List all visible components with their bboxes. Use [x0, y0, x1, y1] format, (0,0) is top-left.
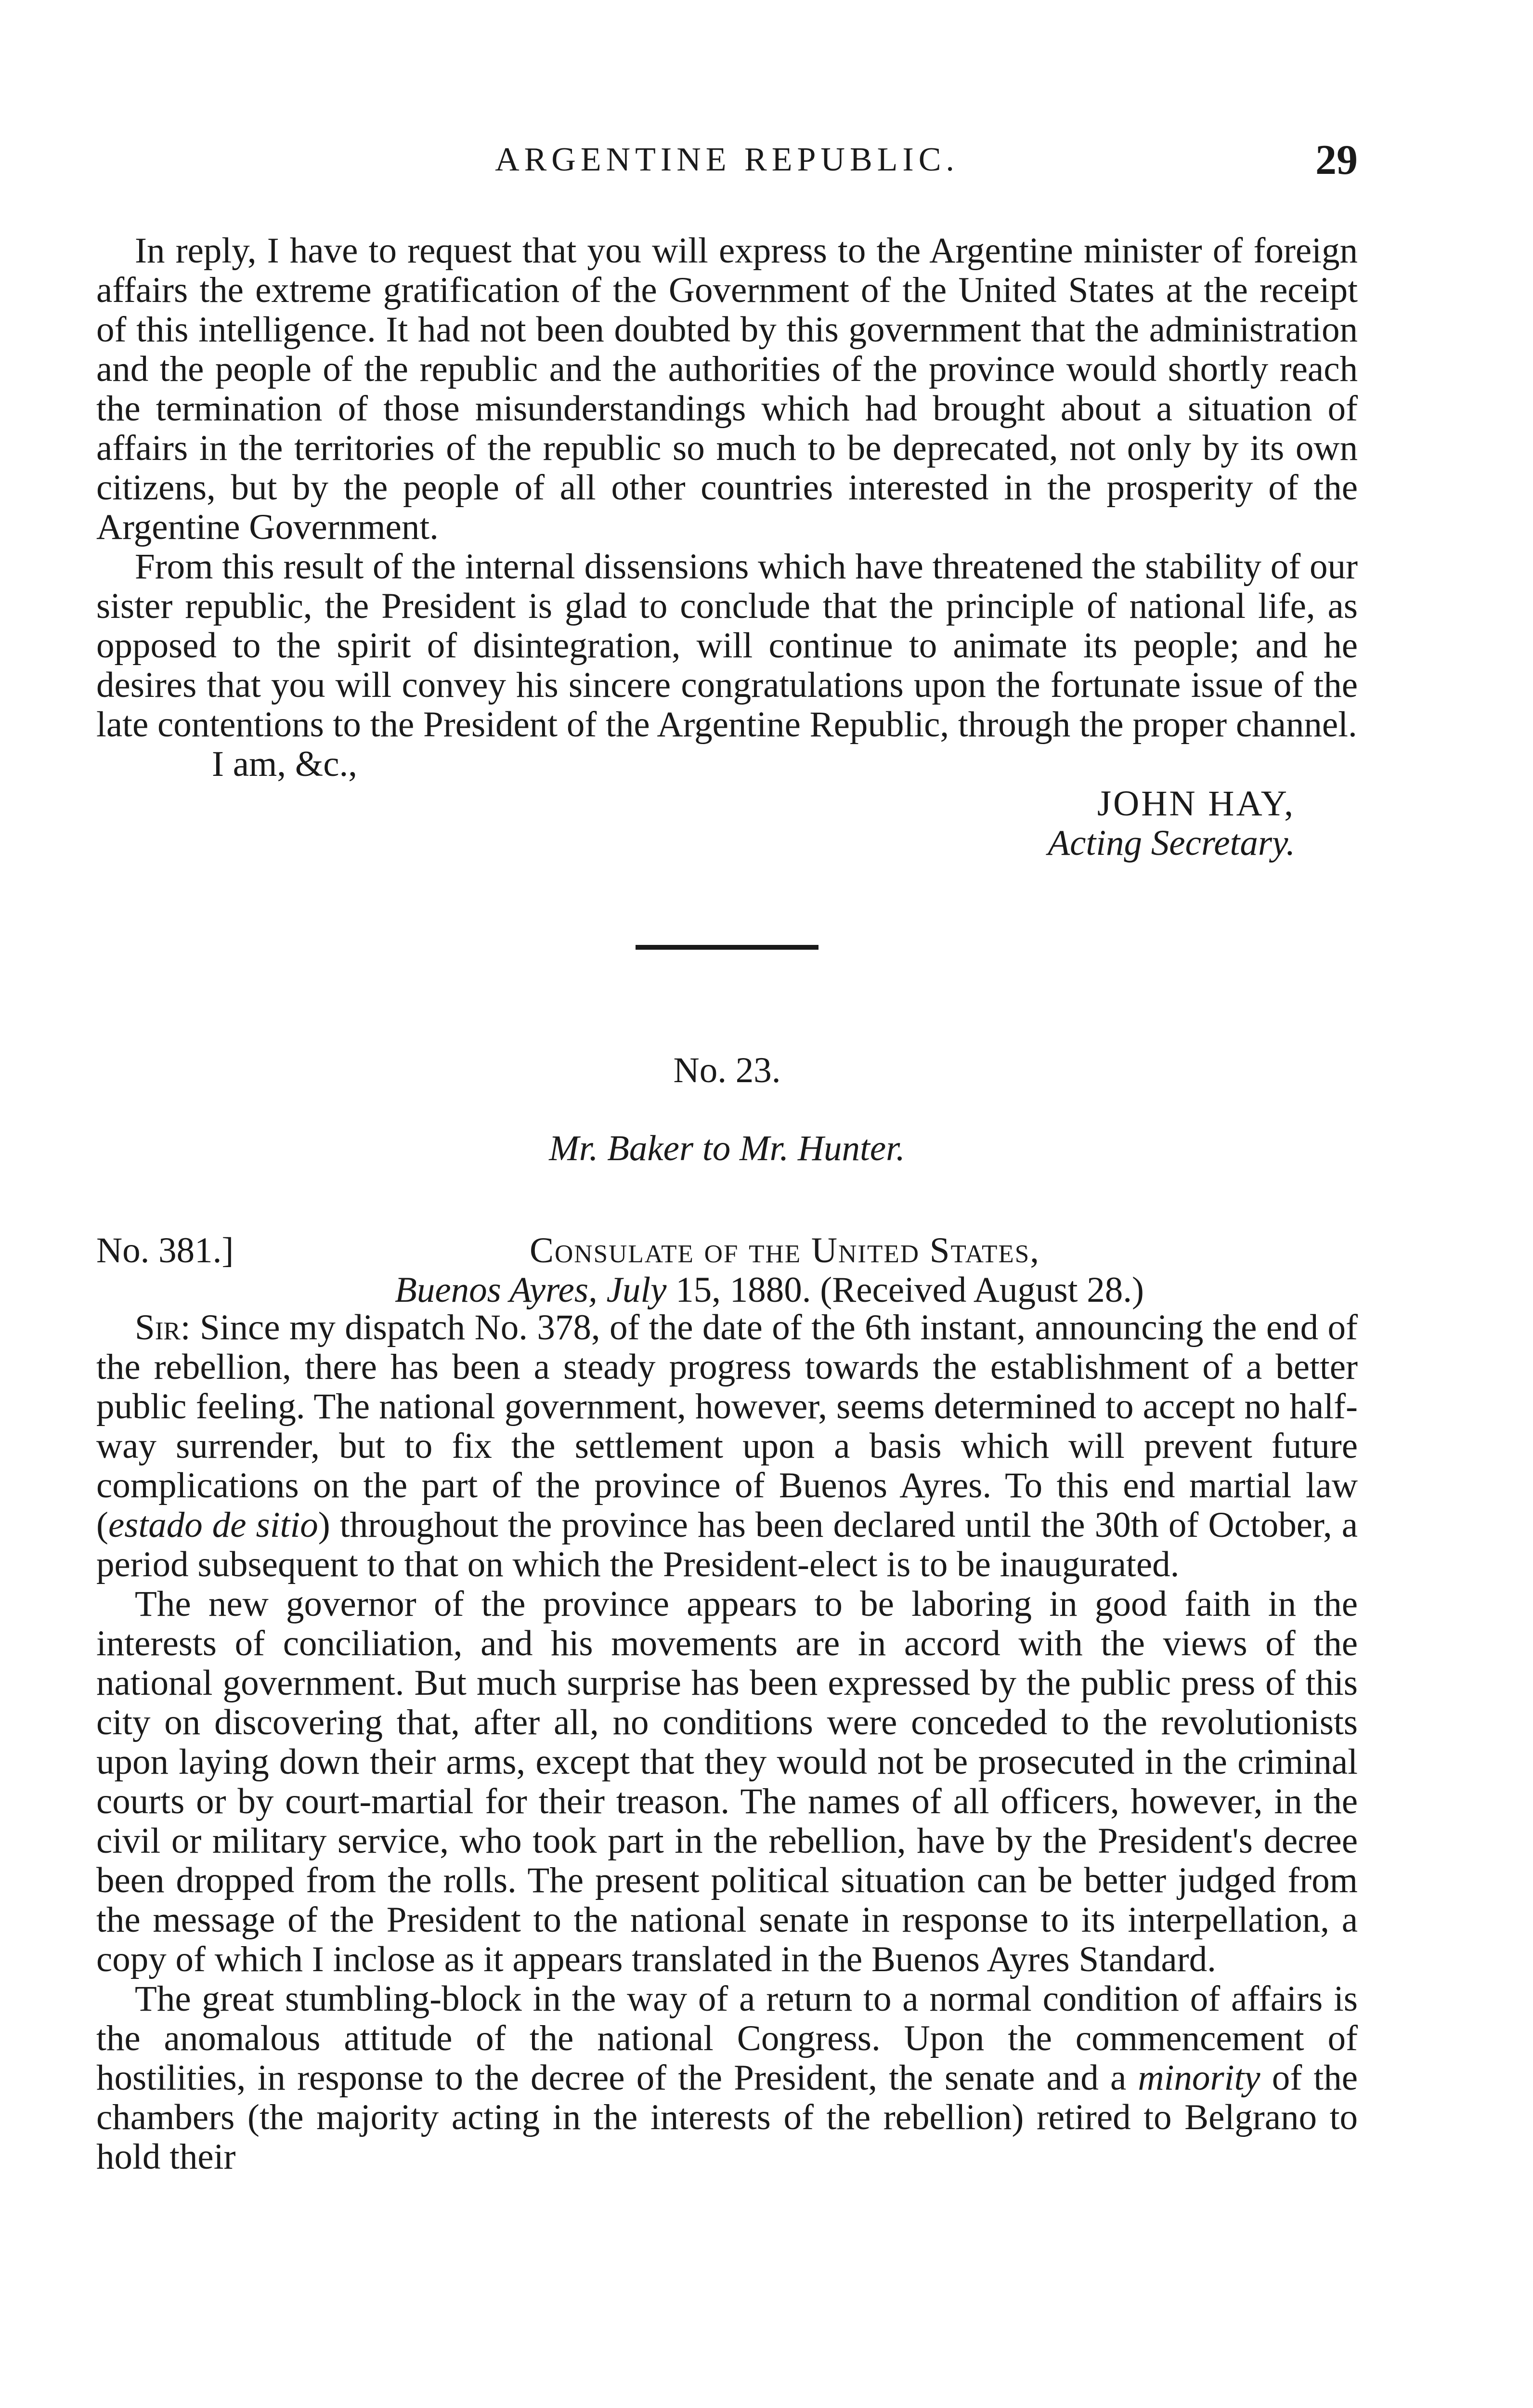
- dispatch-date-rest: 15, 1880. (Received August 28.): [676, 1270, 1144, 1310]
- letter-closing: I am, &c.,: [212, 744, 357, 784]
- page-number: 29: [1315, 137, 1358, 183]
- dispatch-paragraph-1-text-b: ) throughout the province has been declared until the 30th of October, a period subsequent to that on which the President-elect is to be inaugurated.: [96, 1505, 1358, 1584]
- dispatch-paragraph-3-italic: minority: [1138, 2058, 1260, 2098]
- dispatch-place: Consulate of the United States,: [530, 1230, 1040, 1270]
- dispatch-paragraph-1-text-a: Since my dispatch No. 378, of the date of the 6th instant, announcing the end of the rebellion, there has been a steady progress towards the establishment of a better public feeling. The national government, however, seems determined to accept no half-way surrender, but to fix the settlement upon a basis which will prevent future complications on the part of the province of Buenos Ayres. To this end martial law (: [96, 1308, 1358, 1545]
- page-header: [96, 137, 1358, 194]
- signer-name: JOHN HAY,: [1097, 784, 1295, 824]
- page-body: [96, 231, 1358, 2177]
- document-number: No. 23.: [673, 1050, 781, 1090]
- dispatch-paragraph-1-italic: estado de sitio: [108, 1505, 318, 1545]
- dispatch-date-city: Buenos Ayres,: [395, 1270, 598, 1310]
- signer-title: Acting Secretary.: [1048, 823, 1295, 863]
- dispatch-date-month: July: [606, 1270, 667, 1310]
- dispatch-paragraph-2: The new governor of the province appears to be laboring in good faith in the interests of conciliation, and his movements are in accord with the views of the national government. But much surprise has been expressed by the public press of this city on discovering that, after all, no conditions were conceded to the revolutionists upon laying down their arms, except that they would not be prosecuted in the criminal courts or by court-martial for their treason. The names of all officers, however, in the civil or military service, who took part in the rebellion, have by the President's decree been dropped from the rolls. The present political situation can be better judged from the message of the President to the national senate in response to its interpellation, a copy of which I inclose as it appears translated in the Buenos Ayres Standard.: [96, 1584, 1358, 1979]
- running-title: ARGENTINE REPUBLIC.: [495, 141, 959, 178]
- dispatch-paragraph-1: [96, 1308, 1358, 1584]
- letter-paragraph-2: From this result of the internal dissensions which have threatened the stability of our sister republic, the President is glad to conclude that the principle of national life, as opposed to the spirit of disintegration, will continue to animate its people; and he desires that you will convey his sincere congratulations upon the fortunate issue of the late contentions to the President of the Argentine Republic, through the proper channel.: [96, 547, 1358, 745]
- letter-paragraph-1: In reply, I have to request that you will express to the Argentine minister of foreign affairs the extreme gratification of the Government of the United States at the receipt of this intelligence. It had not been doubted by this government that the administration and the people of the republic and the authorities of the province would shortly reach the termination of those misunderstandings which had brought about a situation of affairs in the territories of the republic so much to be deprecated, not only by its own citizens, but by the people of all other countries interested in the prosperity of the Argentine Government.: [96, 231, 1358, 547]
- dispatch-paragraph-3-text-b: of the chambers (the majority acting in the interests of the rebellion) retired to Belgrano to hold their: [96, 2058, 1358, 2177]
- dispatch-date: [395, 1270, 1144, 1310]
- document-title: Mr. Baker to Mr. Hunter.: [549, 1128, 905, 1168]
- dispatch-paragraph-3-text-a: The great stumbling-block in the way of a return to a normal condition of affairs is the anomalous attitude of the national Congress. Upon the commencement of hostilities, in response to the decree of the President, the senate and a: [96, 1979, 1358, 2098]
- section-divider: [636, 945, 818, 950]
- salutation: Sir:: [135, 1308, 191, 1348]
- letter-signature: [96, 784, 1358, 863]
- dispatch-number: No. 381.]: [96, 1230, 234, 1270]
- dispatch-paragraph-3: [96, 1979, 1358, 2177]
- dispatch-heading: [96, 1231, 1358, 1308]
